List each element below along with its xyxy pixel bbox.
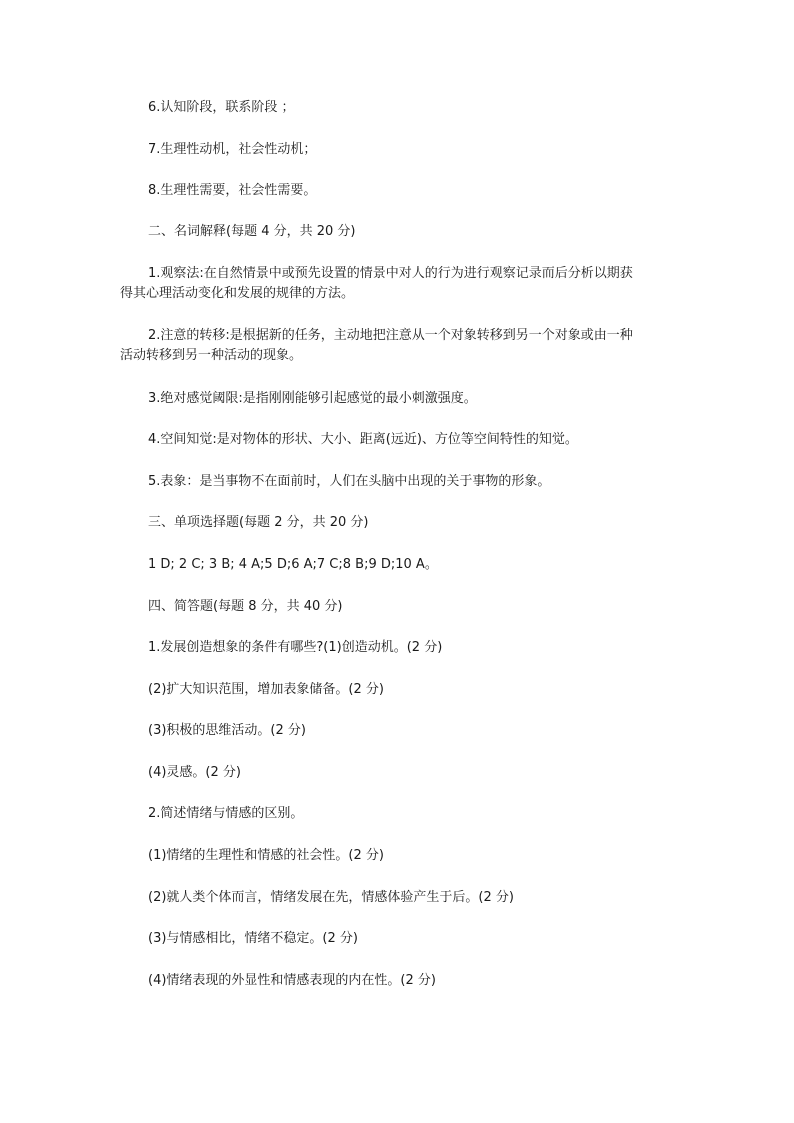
section-heading-short-answer: 四、简答题(每题 8 分，共 40 分): [148, 599, 343, 614]
question-2-point-3: (3)与情感相比，情绪不稳定。(2 分): [148, 931, 358, 946]
question-2-point-1: (1)情绪的生理性和情感的社会性。(2 分): [148, 848, 384, 863]
question-2: 2.简述情绪与情感的区别。: [148, 806, 304, 821]
definition-3: 3.绝对感觉阈限:是指刚刚能够引起感觉的最小刺激强度。: [148, 391, 477, 406]
answer-line-7: 7.生理性动机，社会性动机；: [148, 142, 317, 157]
single-choice-answers: 1 D; 2 C; 3 B; 4 A;5 D;6 A;7 C;8 B;9 D;10 A。: [148, 557, 438, 572]
question-1-point-3: (3)积极的思维活动。(2 分): [148, 723, 306, 738]
definition-1-line-1: 1.观察法:在自然情景中或预先设置的情景中对人的行为进行观察记录而后分析以期获: [148, 266, 633, 281]
question-1-point-2: (2)扩大知识范围，增加表象储备。(2 分): [148, 682, 384, 697]
answer-line-8: 8.生理性需要，社会性需要。: [148, 183, 317, 198]
question-1: 1.发展创造想象的条件有哪些?(1)创造动机。(2 分): [148, 640, 443, 655]
definition-2: [120, 326, 676, 366]
definition-2-line-2: 活动转移到另一种活动的现象。: [120, 348, 303, 363]
question-1-point-4: (4)灵感。(2 分): [148, 765, 241, 780]
question-2-point-4: (4)情绪表现的外显性和情感表现的内在性。(2 分): [148, 973, 436, 988]
definition-1-line-2: 得其心理活动变化和发展的规律的方法。: [120, 286, 355, 301]
question-2-point-2: (2)就人类个体而言，情绪发展在先，情感体验产生于后。(2 分): [148, 890, 514, 905]
definition-4: 4.空间知觉:是对物体的形状、大小、距离(远近)、方位等空间特性的知觉。: [148, 432, 578, 447]
definition-5: 5.表象：是当事物不在面前时，人们在头脑中出现的关于事物的形象。: [148, 474, 551, 489]
definition-1: [120, 264, 676, 304]
answer-line-6: 6.认知阶段，联系阶段 ；: [148, 100, 295, 115]
definition-2-line-1: 2.注意的转移:是根据新的任务，主动地把注意从一个对象转移到另一个对象或由一种: [148, 328, 633, 343]
section-heading-single-choice: 三、单项选择题(每题 2 分，共 20 分): [148, 515, 369, 530]
section-heading-definitions: 二、名词解释(每题 4 分，共 20 分): [148, 224, 356, 239]
